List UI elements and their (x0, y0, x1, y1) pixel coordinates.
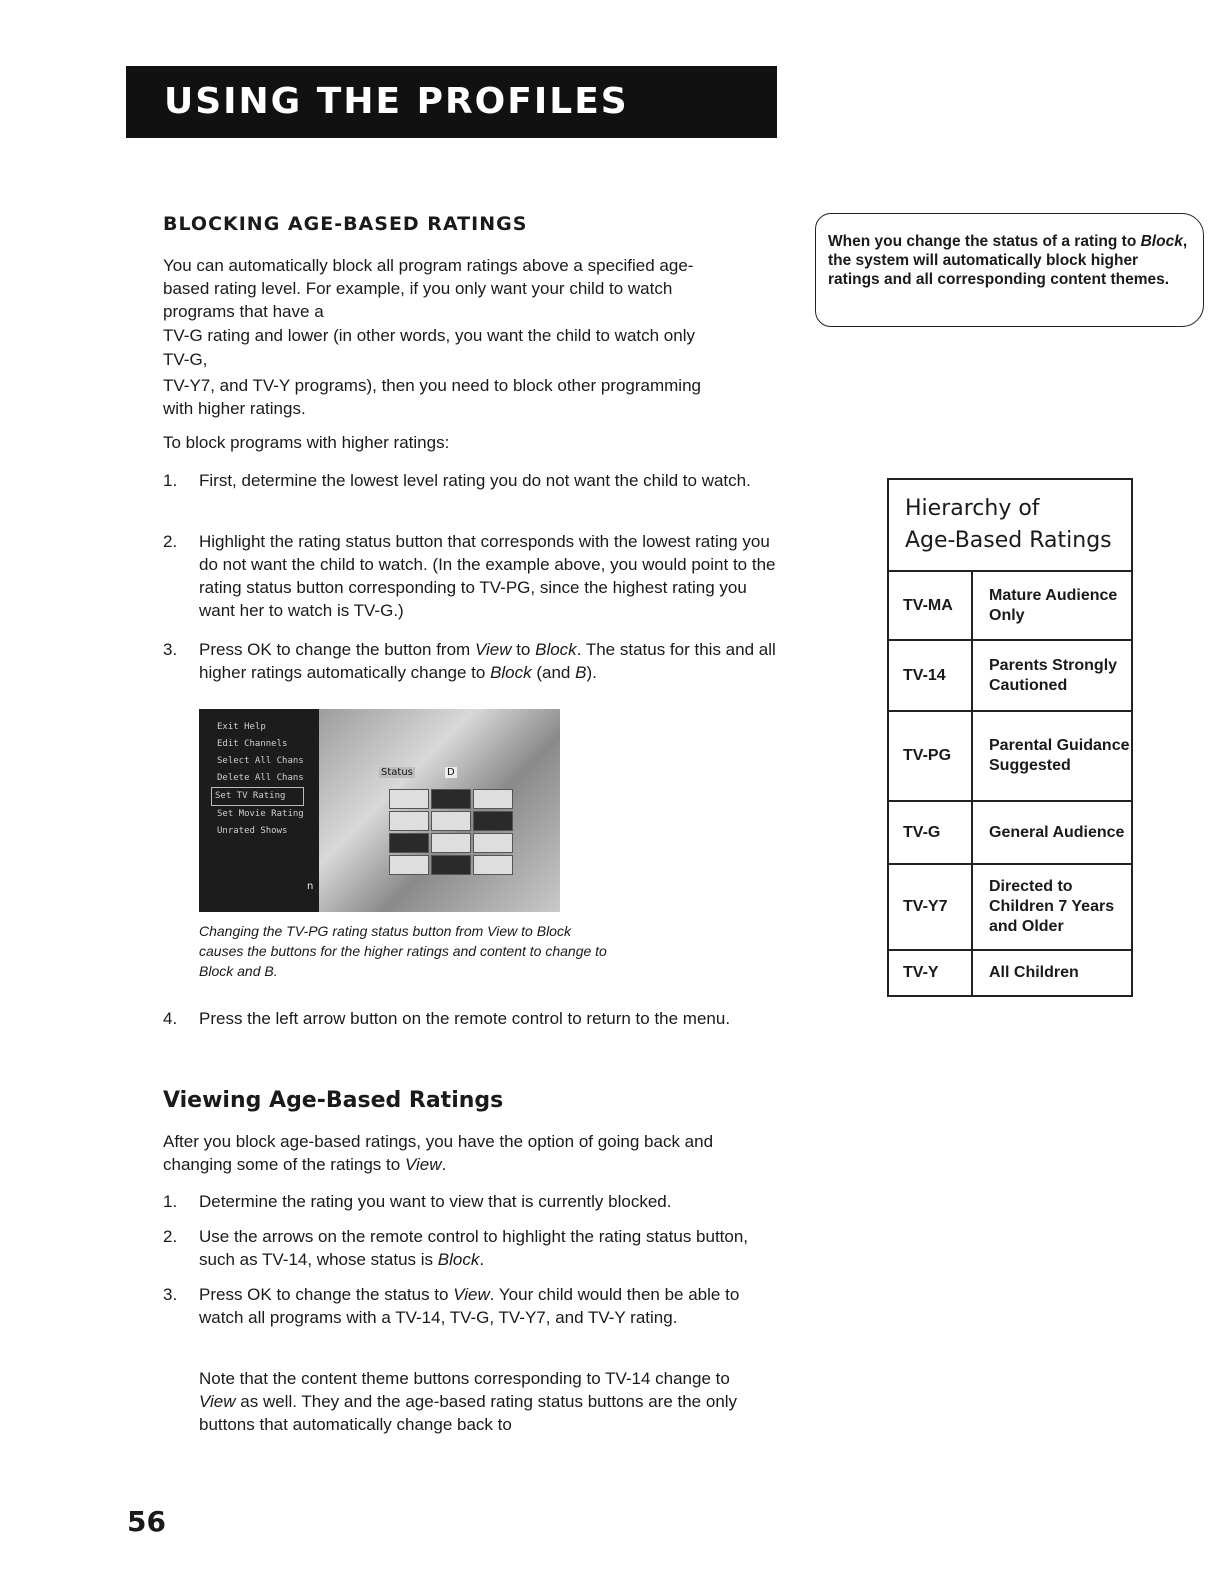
screenshot-menu-item: Exit Help (217, 722, 266, 732)
step-number: 2. (163, 1227, 178, 1246)
rating-code: TV-Y7 (889, 865, 973, 949)
intro-line: TV-Y7, and TV-Y programs), then you need to block other programming (163, 376, 701, 395)
screenshot-caption: Changing the TV-PG rating status button from View to Block causes the buttons for the higher ratings and content to change to Block and B. (199, 923, 607, 979)
rating-grid-cell (473, 789, 513, 809)
rating-description: Directed to Children 7 Years and Older (989, 878, 1115, 935)
rating-grid-cell (389, 833, 429, 853)
section-heading-viewing: Viewing Age-Based Ratings (163, 1088, 504, 1113)
step-1 (163, 469, 778, 492)
page-number: 56 (127, 1505, 166, 1538)
menu-screenshot (199, 709, 560, 912)
rating-description: Parental Guidance Suggested (989, 737, 1130, 774)
step-text: Press OK to change the status to View. Your child would then be able to watch all programs with a TV-14, TV-G, TV-Y7, and TV-Y rating. (199, 1285, 740, 1327)
step-number: 4. (163, 1009, 178, 1028)
ratings-row (889, 712, 1131, 802)
rating-grid-cell (473, 811, 513, 831)
rating-description: Parents Strongly Cautioned (989, 656, 1118, 694)
screenshot-nav-value: n (307, 881, 314, 892)
callout-text: When you change the status of a rating to Block, the system will automatically block higher ratings and all corresponding content themes. (828, 233, 1188, 288)
rating-grid-cell (389, 855, 429, 875)
ratings-row (889, 951, 1131, 995)
ratings-row (889, 802, 1131, 865)
viewing-intro: After you block age-based ratings, you have the option of going back and changing some of the ratings to View. (163, 1132, 714, 1174)
intro-line: based rating level. For example, if you only want your child to watch (163, 279, 673, 298)
ratings-table-title: Hierarchy of Age-Based Ratings (889, 480, 1131, 572)
intro-line: TV-G, (163, 350, 208, 369)
screenshot-menu-item: Set Movie Rating (217, 809, 304, 819)
step-2 (163, 530, 778, 622)
rating-description: All Children (989, 964, 1079, 981)
viewing-step-2 (163, 1225, 778, 1271)
rating-code: TV-MA (889, 572, 973, 639)
page-banner: USING THE PROFILES (126, 66, 777, 138)
ratings-row (889, 572, 1131, 641)
intro-line: TV-G rating and lower (in other words, you want the child to watch only (163, 326, 695, 345)
rating-description: Mature Audience Only (989, 586, 1118, 624)
screenshot-menu (217, 719, 304, 840)
rating-description: General Audience (989, 823, 1125, 841)
step-text: Determine the rating you want to view that is currently blocked. (199, 1192, 672, 1211)
screenshot-menu-item: Edit Channels (217, 739, 288, 749)
screenshot-menu-item-selected: Set TV Rating (211, 787, 304, 806)
screenshot-status-label: Status (381, 767, 413, 778)
step-number: 1. (163, 471, 178, 490)
intro-line: programs that have a (163, 302, 324, 321)
rating-code: TV-Y (889, 951, 973, 995)
step-text: Press the left arrow button on the remote control to return to the menu. (199, 1009, 731, 1028)
rating-grid-cell (389, 811, 429, 831)
ratings-row (889, 641, 1131, 712)
ratings-hierarchy-table (887, 478, 1133, 997)
step-number: 1. (163, 1192, 178, 1211)
step-text: Use the arrows on the remote control to highlight the rating status button, such as TV-14, whose status is Block. (199, 1227, 749, 1269)
steps-lead: To block programs with higher ratings: (163, 433, 450, 452)
rating-grid-cell (389, 789, 429, 809)
rating-code: TV-14 (889, 641, 973, 710)
screenshot-menu-item: Delete All Chans (217, 773, 304, 783)
section-heading-blocking: BLOCKING AGE-BASED RATINGS (163, 213, 528, 235)
ratings-row (889, 865, 1131, 951)
step-text: Highlight the rating status button that corresponds with the lowest rating you do not want the child to watch. (In the example above, you would point to the rating status button corresponding to TV-PG, since the highest rating you want her to watch is TV-G.) (199, 532, 776, 620)
callout-box (815, 213, 1204, 327)
screenshot-menu-item: Select All Chans (217, 756, 304, 766)
step-number: 2. (163, 532, 178, 551)
screenshot-status-value: D (447, 767, 455, 778)
step-text: Press OK to change the button from View to Block. The status for this and all higher ratings automatically change to Block (and B). (199, 640, 776, 682)
rating-grid-cell (431, 811, 471, 831)
step-4 (163, 1007, 778, 1030)
rating-grid-cell (431, 855, 471, 875)
step-number: 3. (163, 640, 178, 659)
viewing-note: Note that the content theme buttons corresponding to TV-14 change to View as well. They and the age-based rating status buttons are the only buttons that automatically change back to (199, 1369, 738, 1434)
rating-code: TV-PG (889, 712, 973, 800)
rating-code: TV-G (889, 802, 973, 863)
rating-grid-cell (431, 789, 471, 809)
rating-grid-cell (431, 833, 471, 853)
step-text: First, determine the lowest level rating you do not want the child to watch. (199, 471, 751, 490)
step-number: 3. (163, 1285, 178, 1304)
intro-line: You can automatically block all program ratings above a specified age- (163, 256, 694, 275)
rating-grid-cell (473, 855, 513, 875)
screenshot-menu-item: Unrated Shows (217, 826, 288, 836)
intro-line: with higher ratings. (163, 399, 306, 418)
step-3 (163, 638, 778, 684)
viewing-step-1 (163, 1190, 778, 1213)
viewing-step-3 (163, 1283, 778, 1329)
rating-grid-cell (473, 833, 513, 853)
